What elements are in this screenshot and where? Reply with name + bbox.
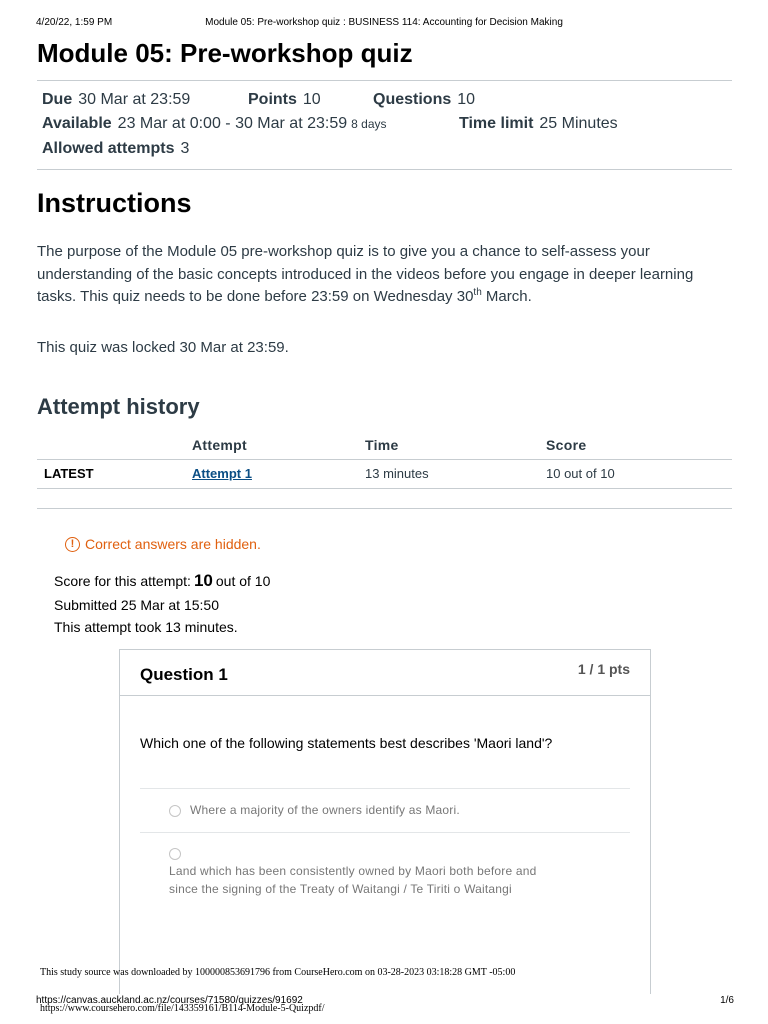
page-title: Module 05: Pre-workshop quiz <box>37 38 413 68</box>
answer-2-line-2: since the signing of the Treaty of Waitangi / Te Tiriti o Waitangi <box>169 882 512 896</box>
column-header-attempt: Attempt <box>192 437 247 453</box>
question-text: Which one of the following statements best describes 'Maori land'? <box>140 735 553 751</box>
question-points: 1 / 1 pts <box>577 661 630 677</box>
instructions-line-3: tasks. This quiz needs to be done before 23:59 on Wednesday 30 <box>37 288 474 305</box>
questions-value: 10 <box>457 91 476 108</box>
correct-answers-hidden-notice <box>65 536 261 552</box>
questions-meta <box>373 91 475 109</box>
warning-circle-icon: ! <box>65 537 80 552</box>
instructions-paragraph <box>37 241 732 309</box>
source-download-note: This study source was downloaded by 100000853691796 from CourseHero.com on 03-28-2023 03:18:28 GMT -05:00 <box>40 967 516 978</box>
time-limit-value: 25 Minutes <box>539 115 618 132</box>
due-value: 30 Mar at 23:59 <box>78 91 191 108</box>
attempt-time: 13 minutes <box>365 466 429 481</box>
allowed-attempts-value: 3 <box>180 140 190 157</box>
footer-url: https://canvas.auckland.ac.nz/courses/71580/quizzes/91692 <box>36 995 303 1006</box>
instructions-line-2: understanding of the basic concepts introduced in the videos before you engage in deeper learning <box>37 265 694 283</box>
print-date: 4/20/22, 1:59 PM <box>36 17 113 28</box>
available-label: Available <box>42 115 112 132</box>
due-label: Due <box>42 91 73 108</box>
points-label: Points <box>248 91 297 108</box>
answer-2-text <box>169 862 537 898</box>
instructions-line-1: The purpose of the Module 05 pre-workshop quiz is to give you a chance to self-assess your <box>37 243 650 260</box>
points-meta <box>248 91 321 109</box>
attempt-duration-text: This attempt took 13 minutes. <box>54 619 238 635</box>
attempt-score: 10 out of 10 <box>546 466 615 481</box>
attempt-history-heading: Attempt history <box>37 394 200 419</box>
row-label-latest: LATEST <box>44 466 94 481</box>
column-header-score: Score <box>546 437 587 453</box>
submitted-text: Submitted 25 Mar at 15:50 <box>54 597 219 613</box>
locked-notice: This quiz was locked 30 Mar at 23:59. <box>37 339 289 356</box>
instructions-heading: Instructions <box>37 188 192 218</box>
available-duration: 8 days <box>351 117 387 131</box>
column-header-time: Time <box>365 437 399 453</box>
table-header-divider <box>37 459 732 460</box>
points-value: 10 <box>302 91 321 108</box>
instructions-superscript: th <box>473 287 482 298</box>
available-meta <box>42 115 387 133</box>
score-for-attempt <box>54 571 270 591</box>
time-limit-label: Time limit <box>459 115 534 132</box>
print-header <box>0 17 768 31</box>
answer-2-line-1: Land which has been consistently owned by Maori both before and <box>169 864 537 878</box>
score-prefix: Score for this attempt: <box>54 573 191 589</box>
answer-2-radio[interactable] <box>169 848 181 860</box>
answer-divider <box>140 832 630 833</box>
questions-label: Questions <box>373 91 452 108</box>
title-divider <box>37 80 732 81</box>
instructions-line-3-end: March. <box>481 288 532 305</box>
answer-1-text: Where a majority of the owners identify as Maori. <box>190 803 460 817</box>
score-value: 10 <box>193 571 213 590</box>
due-meta <box>42 91 190 109</box>
question-header <box>120 650 650 696</box>
table-row-divider <box>37 488 732 489</box>
coursehero-url: https://www.coursehero.com/file/143359161/B114-Module-5-Quizpdf/ <box>40 1003 325 1014</box>
answer-1-radio[interactable] <box>169 805 181 817</box>
print-title: Module 05: Pre-workshop quiz : BUSINESS 114: Accounting for Decision Making <box>205 17 563 28</box>
time-limit-meta <box>459 115 618 133</box>
question-card <box>119 649 651 994</box>
question-title: Question 1 <box>140 665 228 684</box>
answer-divider <box>140 788 630 789</box>
available-value: 23 Mar at 0:00 - 30 Mar at 23:59 <box>117 115 348 132</box>
score-suffix: out of 10 <box>215 573 271 589</box>
meta-divider <box>37 169 732 170</box>
page-number: 1/6 <box>720 995 734 1006</box>
attempt-divider <box>37 508 732 509</box>
attempt-1-link[interactable]: Attempt 1 <box>192 466 252 481</box>
allowed-attempts-label: Allowed attempts <box>42 140 175 157</box>
notice-text: Correct answers are hidden. <box>85 536 261 552</box>
allowed-attempts-meta <box>42 140 189 158</box>
